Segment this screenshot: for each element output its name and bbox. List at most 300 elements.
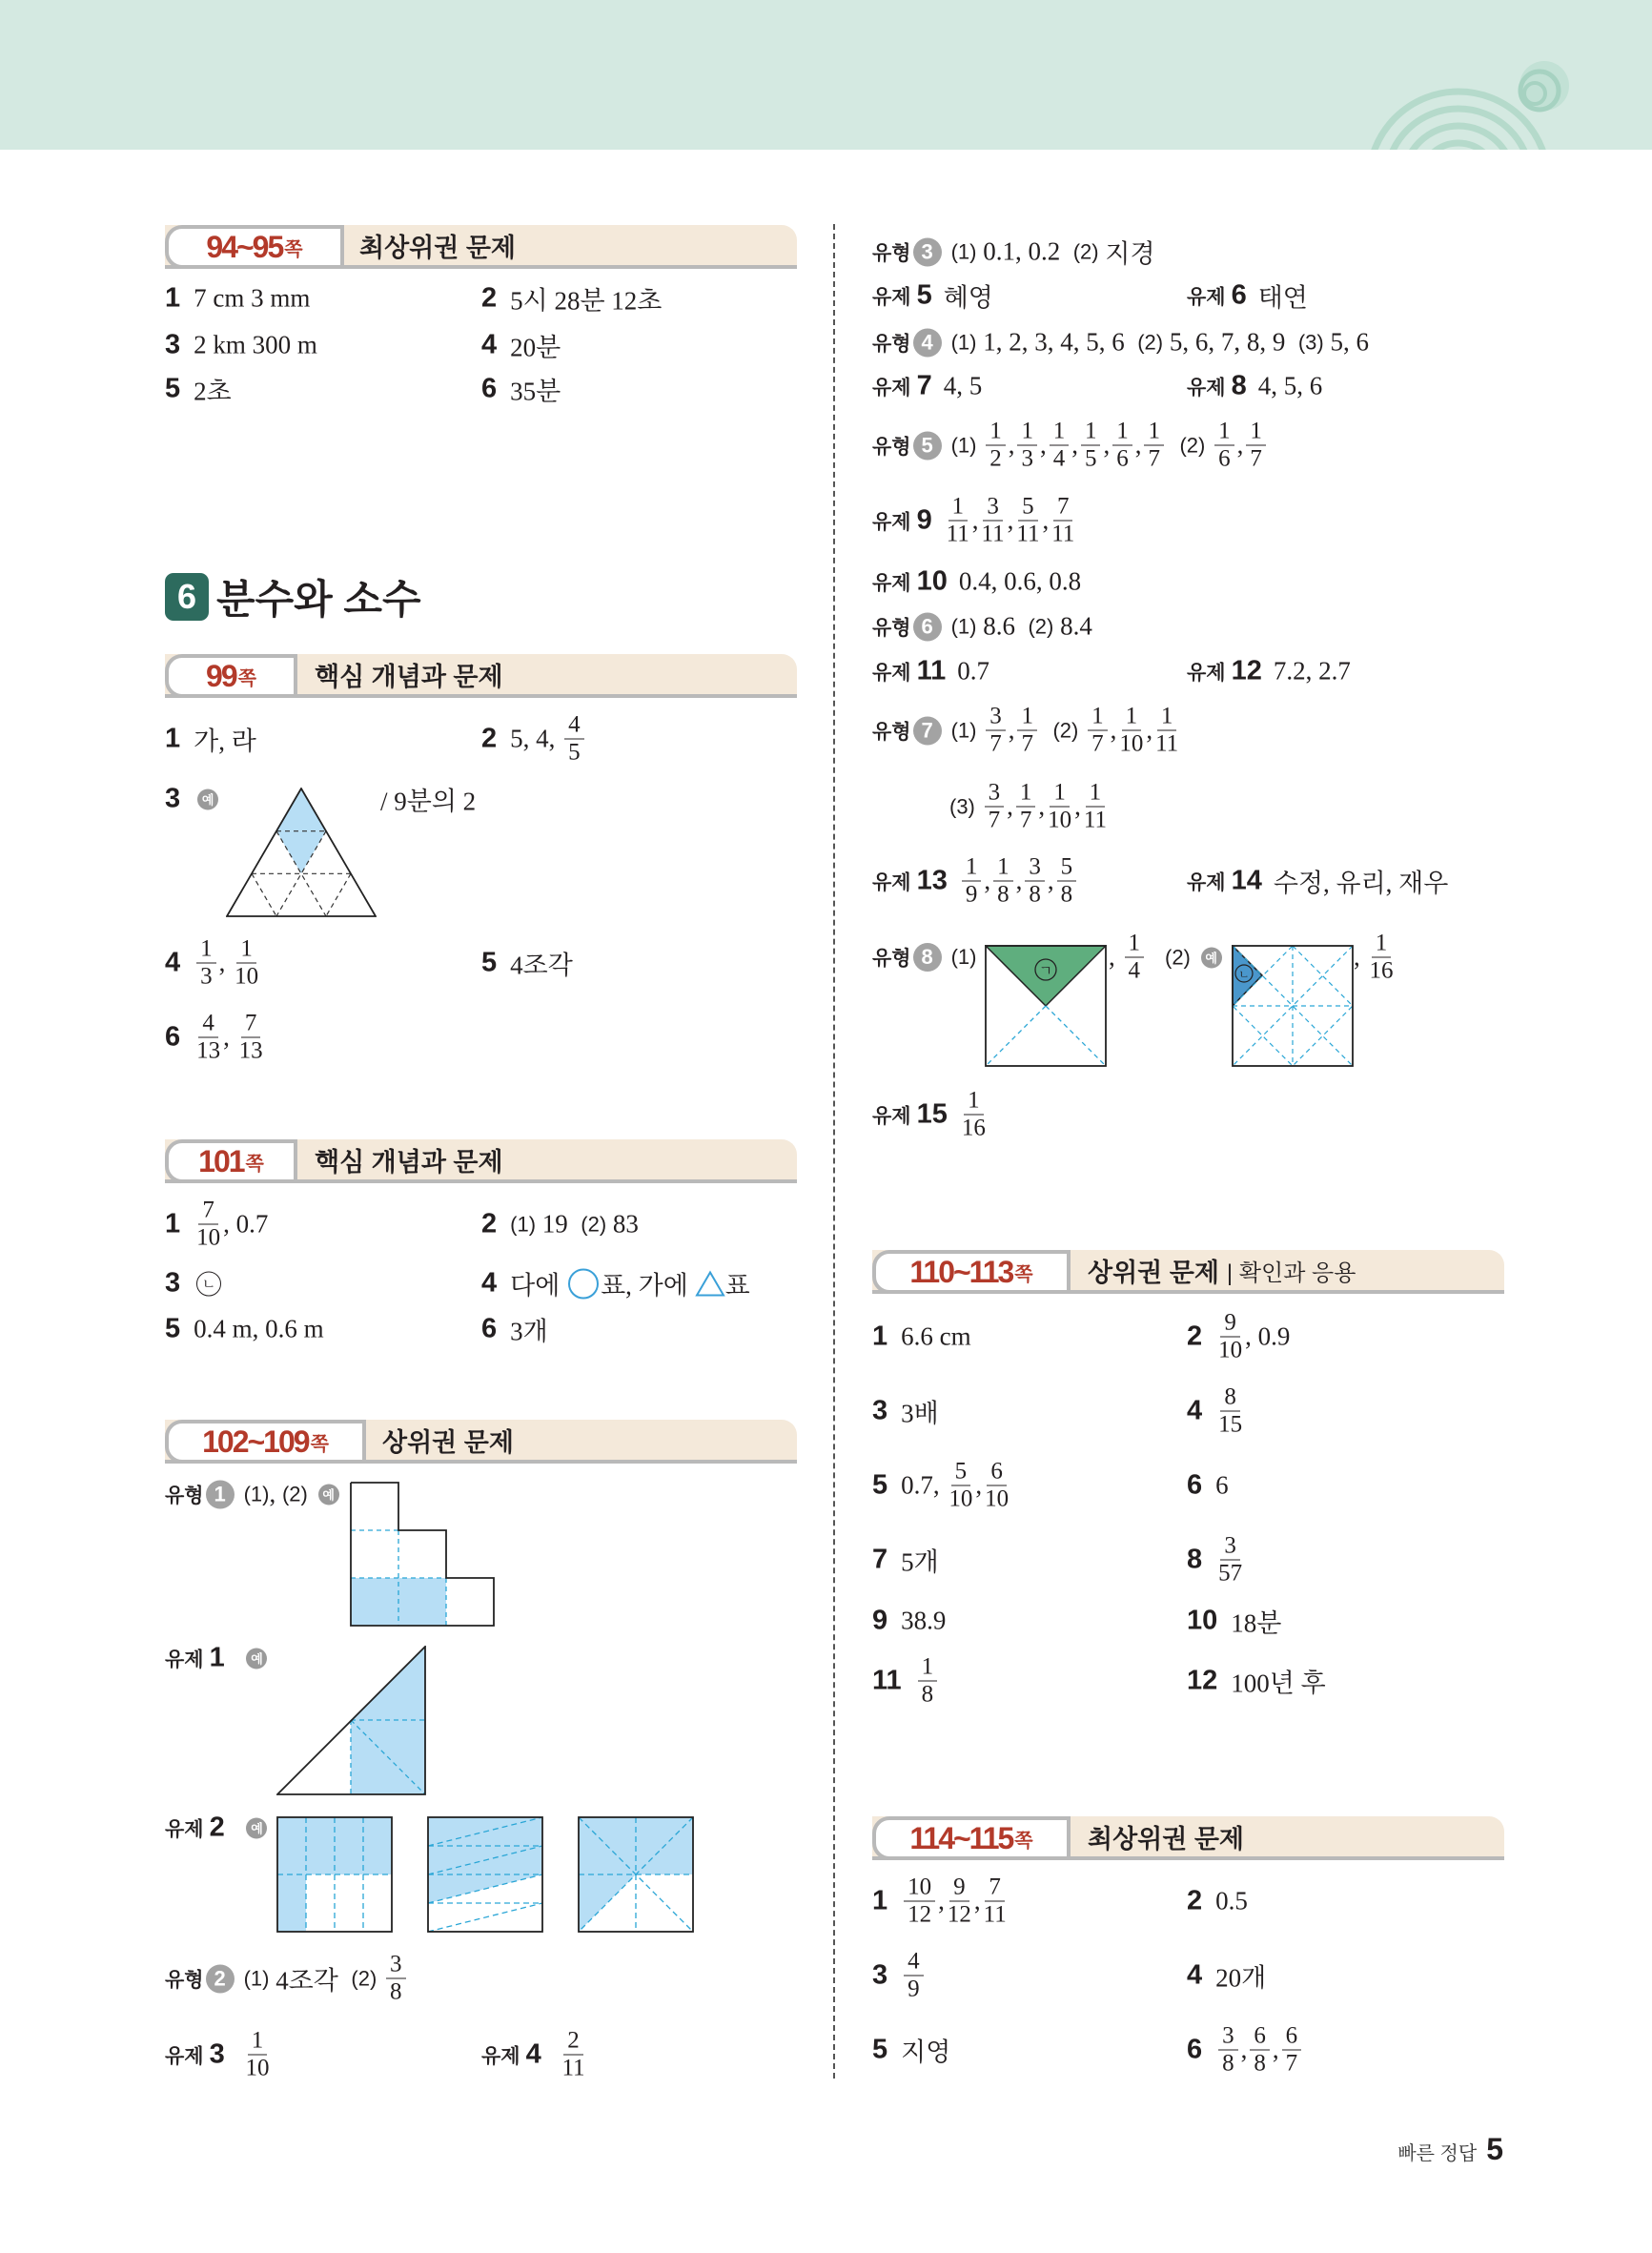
page-range: 94~95 [206,229,283,264]
answer-text: , [1272,2035,1279,2064]
denominator: 7 [1019,807,1032,833]
denominator: 8 [390,1978,402,2005]
numerator: 1 [948,494,969,522]
item-kind-label: 유제 [1187,871,1226,893]
fraction [1155,704,1178,758]
item-number: 2 [1187,1321,1203,1352]
answer-text: 0.4, 0.6, 0.8 [958,566,1082,596]
subquestion-label: (2) [581,1212,607,1236]
answer-text: 8.4 [1053,611,1092,641]
answer-text: , [971,505,979,535]
denominator: 3 [1021,445,1033,472]
fraction [1081,419,1101,473]
fraction [986,704,1006,758]
square-figure-2 [427,1816,543,1933]
item-kind-label: 유제 [1187,377,1226,399]
fraction [1088,704,1108,758]
item-number: 3 [872,1959,888,1991]
answer-text: 4조각 [269,1966,352,1996]
item-kind-label: 유형 [872,242,911,264]
fraction [1370,931,1394,985]
answer-row [872,1393,939,1430]
denominator: 15 [1218,1411,1243,1438]
fraction [1214,419,1234,473]
answer-text: , [1240,2035,1248,2064]
type-number-badge: 7 [913,716,942,745]
footer-label: 빠른 정답 [1397,2143,1478,2164]
denominator: 7 [1148,445,1160,472]
section-title: 핵심 개념과 문제 [315,662,503,691]
item-kind-label: 유형 [872,721,911,743]
answer-row [165,936,261,991]
answer-text [236,1644,243,1673]
numerator: 1 [236,936,256,964]
numerator: 1 [1122,704,1142,731]
answer-text: 혜영 [943,283,993,313]
answer-text: , [938,1886,945,1915]
item-number: 6 [1187,1469,1203,1501]
square-figure-1 [276,1816,393,1933]
exercise-number: 3 [209,2038,225,2070]
answer-text: 3개 [510,1317,548,1346]
denominator: 7 [989,730,1002,757]
exercise-number: 9 [916,504,932,536]
denominator: 11 [981,521,1005,547]
fraction [1112,419,1132,473]
item-number: 4 [1187,1959,1203,1991]
item-number: 5 [165,1313,181,1344]
answer-text: 83 [606,1209,639,1239]
answer-row [872,1874,1010,1929]
page-range-tab [165,1420,366,1464]
numerator: 1 [964,1088,984,1116]
answer-row [872,2032,950,2069]
answer-row [949,780,1110,834]
fraction [1025,854,1045,909]
numerator: 9 [949,1874,969,1902]
fraction [1218,1384,1242,1439]
item-kind-label: 유형 [872,333,911,355]
item-number: 2 [481,723,498,754]
denominator: 7 [1091,730,1104,757]
fraction [982,494,1005,548]
answer-text: , [1134,430,1142,460]
subquestion-label: (1) [950,433,977,457]
denominator: 4 [1128,957,1140,984]
answer-row [165,721,256,758]
subquestion-label: (2) [1052,718,1079,742]
fraction [1016,780,1036,834]
denominator: 9 [908,1976,920,2002]
answer-row [165,2028,272,2082]
fraction [1218,2023,1238,2078]
answer-text: 18분 [1231,1608,1282,1638]
chapter-heading [165,568,421,625]
item-kind-label: 유제 [872,1105,911,1127]
numerator: 1 [1112,419,1132,446]
fraction [1057,854,1077,909]
answer-row [165,1643,271,1674]
item-kind-label: 유제 [872,871,911,893]
page-footer [1397,2132,1503,2167]
item-number: 3 [165,783,181,814]
page-range-tab [872,1250,1071,1294]
numerator: 1 [1017,419,1037,446]
page-number: 5 [1486,2132,1503,2166]
answer-row [872,328,1369,358]
answer-text [236,2040,243,2070]
page-range: 114~115 [909,1820,1013,1855]
answer-text: , [1110,715,1117,745]
answer-row [872,854,1079,909]
numerator: 7 [198,1198,218,1225]
numerator: 4 [198,1011,218,1038]
item-number: 1 [165,723,181,754]
denominator: 10 [948,1485,973,1512]
fraction [1048,780,1071,834]
top-banner [0,0,1652,150]
item-kind-label: 유제 [165,1649,204,1670]
triangle-grid-figure [226,788,377,917]
numerator: 7 [1053,494,1073,522]
answer-text: 4, 5, 6 [1257,371,1323,400]
answer-row [1187,1533,1245,1587]
fraction [196,936,216,991]
item-number: 7 [872,1544,888,1575]
numerator: 4 [564,712,584,740]
exercise-number: 1 [209,1642,225,1673]
answer-text: , [1354,942,1367,972]
fraction [196,1011,220,1065]
fraction [1218,1533,1242,1587]
answer-text: 0.4 m, 0.6 m [194,1314,324,1343]
answer-text: , [1007,505,1014,535]
answer-text: 지경 [1098,239,1155,269]
numerator: 1 [196,936,216,964]
fraction [1016,494,1039,548]
fraction [1250,2023,1270,2078]
denominator: 9 [965,881,978,908]
answer-text: 2 km 300 m [194,330,317,359]
denominator: 16 [961,1115,986,1141]
answer-row [165,784,222,815]
numerator: 1 [1050,419,1070,446]
denominator: 10 [985,1485,1010,1512]
denominator: 6 [1218,445,1231,472]
answer-row [380,781,476,818]
triangle-mark-icon [695,1270,725,1297]
subquestion-label: (2) [1137,330,1164,354]
item-kind-label: 유제 [1187,286,1226,308]
item-number: 11 [872,1665,902,1696]
answer-text [1040,716,1053,746]
denominator: 5 [1084,445,1097,472]
page-range: 102~109 [202,1423,309,1459]
page-suffix: 쪽 [1014,1830,1033,1852]
fraction [918,1654,938,1709]
answer-text: , [1071,430,1078,460]
answer-text: 0.1, 0.2 [976,236,1073,266]
example-badge: 예 [1201,947,1222,968]
answer-text: , [223,1022,236,1052]
exercise-number: 10 [916,565,948,597]
chapter-title: 분수와 소수 [216,577,421,622]
item-number: 1 [165,282,181,314]
type-number-badge: 5 [913,431,942,460]
answer-row [1187,1384,1245,1439]
denominator: 10 [196,1224,221,1251]
answer-text: 0.7 [957,656,989,686]
answer-row [1187,1663,1326,1700]
answer-text: 1, 2, 3, 4, 5, 6 [976,327,1138,357]
denominator: 3 [200,963,213,990]
fraction [962,854,982,909]
answer-text: 5, 4, [510,724,562,753]
numerator: 1 [1016,780,1036,808]
answer-text: 20개 [1215,1963,1267,1993]
subquestion-label: (1) [950,718,977,742]
circled-letter: ㄴ [196,1271,221,1296]
answer-text: 20분 [510,333,561,362]
denominator: 7 [988,807,1001,833]
denominator: 8 [997,881,1010,908]
answer-text: 지영 [901,2038,951,2067]
chapter-number: 6 [165,573,209,621]
subquestion-label: (3) [949,794,975,818]
item-number: 6 [481,373,498,404]
answer-row [872,566,1081,598]
section-header-110-113 [872,1250,1504,1294]
answer-row [1354,931,1397,985]
example-badge: 예 [197,789,218,809]
section-title: 최상위권 문제 [359,233,516,262]
page-range-tab [872,1816,1071,1860]
answer-text: 100년 후 [1231,1669,1326,1698]
subquestion-label: (2) [281,1482,308,1505]
denominator: 11 [1083,807,1107,833]
answer-text: 19 [536,1209,581,1239]
answer-text: 35분 [510,377,561,406]
denominator: 11 [983,1901,1007,1928]
answer-row [1187,656,1351,687]
numerator: 1 [1081,419,1101,446]
item-kind-label: 유제 [872,572,911,594]
subquestion-label: (2) [351,1966,377,1990]
answer-text: 38.9 [901,1606,947,1635]
fraction [948,1874,971,1929]
answer-text: , [973,1886,981,1915]
section-title: 핵심 개념과 문제 [315,1147,503,1177]
fraction [962,1088,986,1142]
type-number-badge: 3 [913,237,942,266]
fraction [904,1874,935,1929]
exercise-number: 2 [209,1812,225,1843]
answer-text: , 0.9 [1245,1321,1291,1351]
fraction [1125,931,1145,985]
answer-text: , [984,866,991,895]
numerator: 7 [241,1011,261,1038]
denominator: 11 [946,521,969,547]
exercise-number: 5 [916,279,932,311]
denominator: 11 [1051,521,1075,547]
numerator: 4 [904,1949,924,1976]
section-title-text: 상위권 문제 [1088,1258,1219,1287]
answer-row [872,656,989,687]
answer-row [872,612,1092,642]
answer-text: 가, 라 [194,727,256,756]
answer-row [872,234,1155,271]
denominator: 11 [1016,521,1040,547]
answer-row [481,280,662,317]
answer-text [236,1813,243,1843]
answer-text: 3배 [901,1399,939,1428]
item-kind-label: 유형 [165,1969,204,1991]
section-header-101 [165,1139,797,1183]
exercise-number: 4 [525,2038,541,2070]
numerator: 1 [1088,704,1108,731]
denominator: 8 [1222,2050,1234,2077]
answer-row [481,1311,548,1348]
denominator: 7 [1285,2050,1298,2077]
denominator: 13 [196,1037,221,1064]
answer-text: , [1042,505,1050,535]
subquestion-label: (3) [1297,330,1324,354]
fraction [1017,704,1037,758]
answer-row [481,712,587,767]
square-fold-figure-2 [1232,945,1354,1067]
denominator: 10 [1119,730,1144,757]
answer-text: 7 cm 3 mm [194,283,311,313]
subquestion-label: (1) [510,1212,537,1236]
item-number: 4 [481,329,498,360]
numerator: 3 [1220,1533,1240,1561]
answer-row [165,1813,271,1844]
denominator: 7 [1021,730,1033,757]
fraction [948,1459,972,1513]
subquestion-label: (1) [950,614,977,638]
answer-text: 6 [1215,1470,1229,1500]
numerator: 2 [563,2028,583,2056]
answer-text [553,2040,560,2070]
fraction [985,1459,1009,1513]
fraction [904,1949,924,2003]
answer-row [165,1480,343,1509]
numerator: 6 [987,1459,1007,1486]
subquestion-label: (1) [950,945,977,969]
denominator: 8 [1060,881,1073,908]
item-number: 6 [1187,2034,1203,2065]
numerator: 3 [1218,2023,1238,2051]
answer-text: , [1039,430,1047,460]
fraction [1282,2023,1302,2078]
answer-text: 5개 [901,1547,939,1577]
fraction [947,494,969,548]
numerator: 1 [962,854,982,882]
answer-row [872,1606,946,1637]
numerator: 1 [1372,931,1392,958]
answer-row [165,371,232,408]
answer-text [975,792,982,822]
answer-row [872,1088,989,1142]
fraction [1246,419,1266,473]
numerator: 3 [386,1952,406,1979]
answer-row [165,330,317,361]
page-range: 110~113 [909,1254,1013,1289]
answer-row [872,494,1077,548]
numerator: 1 [1017,704,1037,731]
type-number-badge: 4 [913,328,942,357]
item-kind-label: 유형 [872,436,911,458]
page-suffix: 쪽 [237,667,256,689]
item-number: 3 [872,1395,888,1426]
example-badge: 예 [318,1484,339,1505]
page-suffix: 쪽 [245,1153,264,1175]
answer-row [165,1952,409,2006]
example-badge: 예 [246,1648,267,1669]
section-title: 최상위권 문제 [1088,1824,1244,1854]
answer-row [1187,2023,1304,2078]
denominator: 12 [947,1901,971,1928]
denominator: 11 [1155,730,1179,757]
item-number: 9 [872,1605,888,1636]
answer-text: , 0.7 [223,1209,269,1239]
numerator: 1 [1050,780,1070,808]
fraction [1218,1310,1242,1364]
item-number: 4 [165,947,181,978]
numerator: 5 [1057,854,1077,882]
subquestion-label: (1) [950,330,977,354]
numerator: 5 [1018,494,1038,522]
numerator: 8 [1220,1384,1240,1412]
answer-text [976,431,983,461]
type-number-badge: 2 [206,1964,235,1993]
numerator: 1 [986,419,1006,446]
item-number: 1 [872,1321,888,1352]
answer-row [1187,1603,1281,1640]
answer-text: 8.6 [976,611,1029,641]
staircase-figure [350,1482,495,1627]
denominator: 57 [1218,1560,1243,1587]
numerator: 3 [983,494,1003,522]
answer-row [872,704,1181,758]
answer-row [872,1459,1011,1513]
square-figure-3 [578,1816,694,1933]
numerator: 7 [985,1874,1005,1902]
answer-row [1187,1310,1290,1364]
subquestion-label: (1) [243,1482,270,1505]
item-number: 6 [481,1313,498,1344]
item-kind-label: 유제 [872,662,911,684]
numerator: 1 [1214,419,1234,446]
answer-text: 4조각 [510,951,573,980]
item-number: 3 [165,329,181,360]
page-range: 101 [198,1143,244,1178]
answer-text: 다에 [510,1271,567,1301]
item-number: 5 [481,947,498,978]
numerator: 3 [986,704,1006,731]
fraction [993,854,1013,909]
denominator: 10 [1048,807,1072,833]
numerator: 1 [993,854,1013,882]
page-range: 99 [206,658,236,693]
concentric-arcs-decoration [1363,0,1649,150]
item-number: 2 [1187,1885,1203,1916]
fraction [1084,780,1107,834]
answer-row [481,371,561,408]
item-kind-label: 유제 [872,511,911,533]
item-kind-label: 유형 [872,948,911,970]
answer-row [1187,1470,1229,1502]
